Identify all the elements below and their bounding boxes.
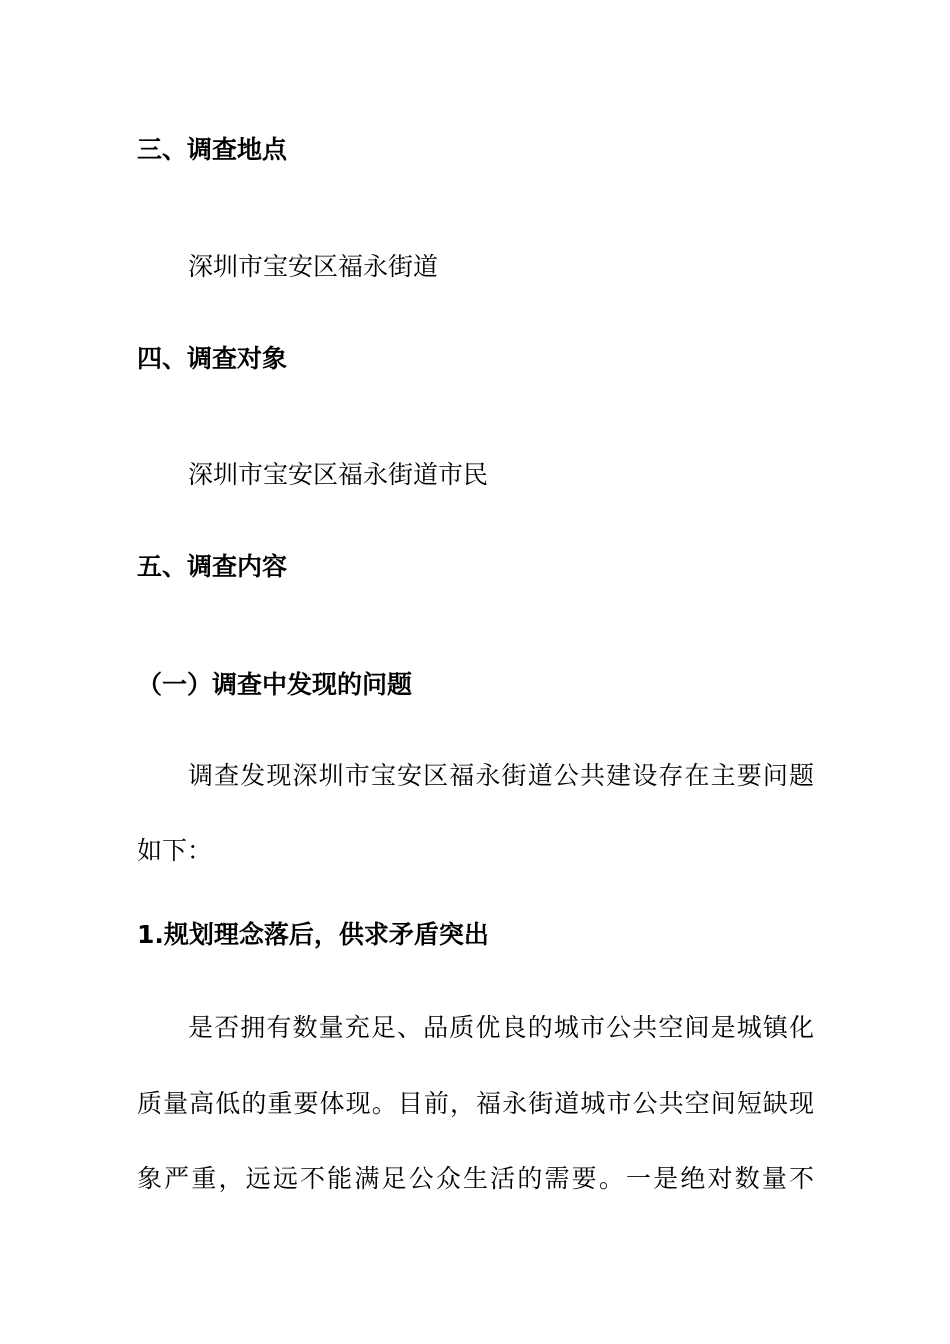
paragraph-line: 质量高低的重要体现。目前，福永街道城市公共空间短缺现: [137, 1089, 814, 1118]
item-heading-planning: 1.规划理念落后，供求矛盾突出: [137, 920, 489, 949]
section-heading-location: 三、调查地点: [137, 135, 288, 164]
paragraph-line: 调查发现深圳市宝安区福永街道公共建设存在主要问题: [188, 761, 814, 790]
paragraph-line: 如下：: [137, 836, 213, 865]
subsection-heading-problems: （一）调查中发现的问题: [137, 670, 413, 699]
section-heading-content: 五、调查内容: [137, 552, 288, 581]
paragraph-line: 是否拥有数量充足、品质优良的城市公共空间是城镇化: [188, 1013, 814, 1042]
section-body-location: 深圳市宝安区福永街道: [188, 252, 439, 281]
paragraph-line: 象严重，远远不能满足公众生活的需要。一是绝对数量不: [137, 1164, 814, 1193]
section-heading-subjects: 四、调查对象: [137, 344, 288, 373]
section-body-subjects: 深圳市宝安区福永街道市民: [188, 460, 489, 489]
